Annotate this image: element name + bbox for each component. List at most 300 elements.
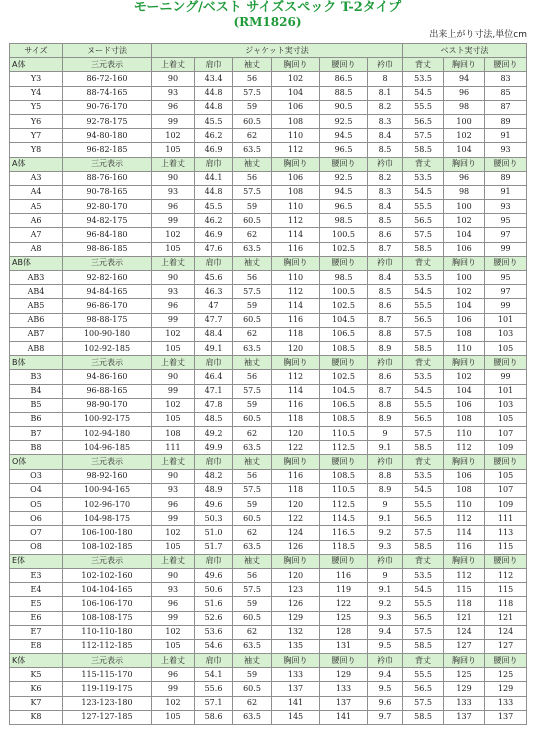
table-cell: 56.5 [403,412,444,426]
table-cell: 55.5 [403,597,444,611]
table-cell: 9 [368,427,403,441]
table-cell: 55.6 [195,682,233,696]
table-cell: 63.5 [233,143,272,157]
table-cell: 96.5 [320,143,368,157]
table-row [10,228,527,242]
table-cell: 96.5 [320,200,368,214]
group-label: A体 [10,58,63,72]
header-jacket: ジャケット実寸法 [152,44,403,58]
table-cell: 57.5 [403,129,444,143]
table-cell: 110-110-180 [63,625,152,639]
col-jacket-5: 衿巾 [368,256,403,270]
col-jacket-0: 上着丈 [152,455,195,469]
table-cell: 110.5 [320,483,368,497]
group-label: K体 [10,654,63,668]
table-cell: O7 [10,526,63,540]
table-row [10,271,527,285]
table-row [10,114,527,128]
table-cell: 116 [272,469,320,483]
table-row [10,100,527,114]
table-cell: 104-104-165 [63,583,152,597]
table-cell: 91 [485,129,527,143]
col-jacket-2: 袖丈 [233,157,272,171]
table-cell: 100 [444,200,485,214]
unit-note: 出来上がり寸法,単位cm [429,30,527,40]
col-jacket-3: 胸回り [272,157,320,171]
table-cell: 109 [485,441,527,455]
table-cell: 96 [152,498,195,512]
table-cell: 9 [368,568,403,582]
col-jacket-2: 袖丈 [233,554,272,568]
table-cell: Y3 [10,72,63,86]
table-cell: 56.5 [403,682,444,696]
table-cell: 87 [485,100,527,114]
col-vest-1: 胸回り [444,58,485,72]
table-cell: 56 [233,568,272,582]
table-cell: 96 [152,200,195,214]
table-cell: 47.7 [195,313,233,327]
table-cell: 125 [485,668,527,682]
table-cell: 95 [485,271,527,285]
table-cell: 56.5 [403,313,444,327]
table-cell: 111 [485,512,527,526]
group-header-row [10,256,527,270]
table-cell: 94-80-180 [63,129,152,143]
table-cell: AB7 [10,327,63,341]
table-cell: 8.8 [368,327,403,341]
table-cell: 63.5 [233,540,272,554]
table-cell: 96-82-185 [63,143,152,157]
table-row [10,427,527,441]
table-cell: E5 [10,597,63,611]
table-cell: 8.4 [368,200,403,214]
table-cell: 145 [272,710,320,724]
table-cell: 99 [485,370,527,384]
table-cell: 96-86-170 [63,299,152,313]
table-cell: 96-84-180 [63,228,152,242]
table-cell: 121 [444,611,485,625]
table-cell: 99 [152,313,195,327]
table-cell: 63.5 [233,341,272,355]
table-cell: 46.2 [195,129,233,143]
table-cell: 8.6 [368,299,403,313]
table-cell: 94-84-165 [63,285,152,299]
table-cell: 102 [152,129,195,143]
table-cell: 102.5 [320,299,368,313]
table-cell: 98-86-185 [63,242,152,256]
table-cell: 60.5 [233,512,272,526]
table-row [10,526,527,540]
table-cell: 102 [444,214,485,228]
table-cell: 54.5 [403,86,444,100]
table-cell: 55.5 [403,668,444,682]
table-cell: 104-96-185 [63,441,152,455]
col-jacket-2: 袖丈 [233,58,272,72]
col-vest-0: 背丈 [403,157,444,171]
col-vest-0: 背丈 [403,455,444,469]
table-cell: 99 [485,299,527,313]
table-cell: 8.3 [368,185,403,199]
col-vest-0: 背丈 [403,58,444,72]
table-cell: 102 [152,398,195,412]
table-row [10,341,527,355]
table-row [10,668,527,682]
table-row [10,143,527,157]
group-label: B体 [10,356,63,370]
table-cell: Y6 [10,114,63,128]
table-row [10,412,527,426]
table-cell: 93 [152,86,195,100]
table-cell: 118 [444,597,485,611]
table-cell: 99 [152,214,195,228]
table-cell: 133 [320,682,368,696]
table-cell: 9.5 [368,682,403,696]
table-cell: 99 [485,242,527,256]
col-jacket-5: 衿巾 [368,654,403,668]
table-cell: 94-82-175 [63,214,152,228]
table-cell: 57.5 [403,327,444,341]
table-cell: 46.9 [195,228,233,242]
group-header-row [10,356,527,370]
table-cell: 49.2 [195,427,233,441]
table-cell: 112 [485,568,527,582]
table-cell: K7 [10,696,63,710]
table-cell: 108.5 [320,412,368,426]
table-cell: 8.2 [368,171,403,185]
table-cell: 88.5 [320,86,368,100]
header-size: サイズ [10,44,63,58]
table-cell: 114 [272,299,320,313]
table-cell: 102 [444,370,485,384]
table-row [10,540,527,554]
table-cell: 8.6 [368,228,403,242]
col-sanngen: 三元表示 [63,654,152,668]
table-cell: K8 [10,710,63,724]
table-cell: 125 [320,611,368,625]
table-cell: 109 [485,498,527,512]
table-cell: 106-106-170 [63,597,152,611]
page-subtitle: (RM1826) [233,15,302,29]
table-cell: 97 [485,285,527,299]
group-label: E体 [10,554,63,568]
table-row [10,639,527,653]
table-cell: 9.1 [368,512,403,526]
col-vest-1: 胸回り [444,256,485,270]
table-header-row [10,44,527,58]
table-cell: 62 [233,228,272,242]
table-cell: 102 [152,526,195,540]
table-cell: 102-102-160 [63,568,152,582]
table-cell: E4 [10,583,63,597]
table-cell: 90 [152,271,195,285]
table-cell: B7 [10,427,63,441]
table-cell: 50.3 [195,512,233,526]
table-cell: 49.6 [195,568,233,582]
table-cell: 56 [233,171,272,185]
table-cell: 44.1 [195,171,233,185]
table-row [10,171,527,185]
table-cell: 107 [485,427,527,441]
table-cell: 89 [485,114,527,128]
table-cell: 95 [485,214,527,228]
table-cell: 91 [485,185,527,199]
table-cell: 9.2 [368,526,403,540]
table-cell: AB6 [10,313,63,327]
table-cell: 58.5 [403,540,444,554]
table-cell: 9.7 [368,710,403,724]
table-cell: 63.5 [233,710,272,724]
table-cell: 116.5 [320,526,368,540]
table-cell: 133 [272,668,320,682]
table-cell: 105 [152,341,195,355]
table-cell: 9.3 [368,540,403,554]
table-row [10,710,527,724]
table-cell: 59 [233,200,272,214]
table-cell: 93 [152,483,195,497]
table-cell: 57.1 [195,696,233,710]
table-cell: 103 [485,327,527,341]
table-cell: 106.5 [320,398,368,412]
table-cell: 57.5 [233,483,272,497]
table-cell: 105 [152,412,195,426]
table-cell: 112 [272,370,320,384]
table-cell: 105 [485,469,527,483]
table-cell: 63.5 [233,441,272,455]
table-cell: 112 [272,214,320,228]
col-jacket-0: 上着丈 [152,356,195,370]
table-cell: 94.5 [320,185,368,199]
table-cell: 102 [152,625,195,639]
table-cell: 116 [272,242,320,256]
table-cell: 126 [272,540,320,554]
table-cell: 9.1 [368,583,403,597]
col-jacket-2: 袖丈 [233,256,272,270]
table-cell: 110 [272,200,320,214]
table-cell: 99 [152,384,195,398]
table-cell: 132 [272,625,320,639]
table-cell: 90 [152,568,195,582]
col-jacket-4: 腰回り [320,256,368,270]
table-cell: 104 [444,384,485,398]
table-cell: 106.5 [320,327,368,341]
table-row [10,86,527,100]
table-cell: 54.6 [195,639,233,653]
col-vest-2: 腰回り [485,654,527,668]
table-cell: 62 [233,625,272,639]
table-cell: 57.5 [233,583,272,597]
col-vest-1: 胸回り [444,157,485,171]
table-cell: 8 [368,72,403,86]
table-cell: 94 [444,72,485,86]
table-cell: 131 [320,639,368,653]
col-jacket-4: 腰回り [320,356,368,370]
table-cell: 54.5 [403,483,444,497]
page-title: モーニング/ベスト サイズスペック T-2タイプ [133,0,402,15]
col-jacket-4: 腰回り [320,654,368,668]
table-cell: 56 [233,469,272,483]
table-cell: 60.5 [233,682,272,696]
table-cell: 58.5 [403,639,444,653]
table-cell: 51.6 [195,597,233,611]
table-cell: 85 [485,86,527,100]
table-cell: 8.8 [368,469,403,483]
table-cell: 110 [444,498,485,512]
table-cell: 8.1 [368,86,403,100]
table-cell: 133 [485,696,527,710]
table-cell: A7 [10,228,63,242]
table-cell: 51.0 [195,526,233,540]
table-cell: 115 [485,583,527,597]
table-cell: 55.5 [403,398,444,412]
table-cell: 54.1 [195,668,233,682]
table-cell: 114 [272,384,320,398]
table-cell: 118 [272,327,320,341]
table-cell: 112 [444,441,485,455]
table-cell: 90 [152,72,195,86]
table-cell: 48.5 [195,412,233,426]
table-cell: 100.5 [320,228,368,242]
table-cell: O8 [10,540,63,554]
table-cell: 141 [320,710,368,724]
table-row [10,285,527,299]
table-cell: A6 [10,214,63,228]
table-cell: 103 [485,398,527,412]
table-cell: 112.5 [320,441,368,455]
table-row [10,469,527,483]
table-cell: 96 [152,597,195,611]
table-cell: 102 [152,696,195,710]
table-cell: 92-82-160 [63,271,152,285]
table-cell: 98.5 [320,271,368,285]
table-cell: 129 [320,668,368,682]
col-jacket-4: 腰回り [320,157,368,171]
table-cell: 55.5 [403,200,444,214]
col-jacket-1: 肩巾 [195,356,233,370]
table-cell: 45.5 [195,200,233,214]
table-cell: 59 [233,100,272,114]
table-cell: 112 [444,568,485,582]
col-jacket-2: 袖丈 [233,654,272,668]
table-cell: 115 [444,583,485,597]
table-cell: 8.7 [368,242,403,256]
table-cell: 47.8 [195,398,233,412]
table-cell: 110 [444,341,485,355]
table-cell: E7 [10,625,63,639]
table-cell: 60.5 [233,114,272,128]
table-cell: 106 [444,313,485,327]
table-cell: 58.5 [403,341,444,355]
table-cell: 90 [152,171,195,185]
table-cell: O3 [10,469,63,483]
table-cell: A5 [10,200,63,214]
table-cell: 8.5 [368,143,403,157]
table-cell: 56.5 [403,114,444,128]
table-cell: 135 [272,639,320,653]
table-cell: 90-78-165 [63,185,152,199]
table-cell: 110 [272,129,320,143]
table-cell: 47 [195,299,233,313]
table-cell: 100-92-175 [63,412,152,426]
table-cell: 100.5 [320,285,368,299]
table-cell: A8 [10,242,63,256]
table-cell: 48.9 [195,483,233,497]
table-cell: 9.1 [368,441,403,455]
table-cell: 108-102-185 [63,540,152,554]
table-cell: B6 [10,412,63,426]
table-cell: 46.4 [195,370,233,384]
table-cell: 124 [272,526,320,540]
table-cell: 8.9 [368,341,403,355]
table-cell: 9.6 [368,696,403,710]
table-cell: 122 [272,441,320,455]
table-cell: 108 [272,114,320,128]
table-cell: 127 [444,639,485,653]
table-cell: 108 [444,412,485,426]
table-cell: 48.2 [195,469,233,483]
table-cell: 102.5 [320,242,368,256]
table-cell: A3 [10,171,63,185]
table-cell: 118 [485,597,527,611]
table-cell: 52.6 [195,611,233,625]
col-sanngen: 三元表示 [63,455,152,469]
table-cell: 60.5 [233,313,272,327]
table-cell: 105 [152,710,195,724]
table-cell: 137 [272,682,320,696]
table-cell: 54.5 [403,285,444,299]
table-cell: 53.5 [403,72,444,86]
table-row [10,398,527,412]
table-row [10,313,527,327]
table-cell: B3 [10,370,63,384]
table-cell: 108-108-175 [63,611,152,625]
table-cell: 54.5 [403,583,444,597]
table-cell: 102 [444,285,485,299]
col-jacket-3: 胸回り [272,455,320,469]
table-cell: 93 [152,583,195,597]
table-cell: 56.5 [403,214,444,228]
table-cell: 50.6 [195,583,233,597]
table-cell: Y7 [10,129,63,143]
table-cell: 98-92-160 [63,469,152,483]
table-cell: 116 [272,398,320,412]
table-cell: 98 [444,100,485,114]
table-cell: 9.4 [368,625,403,639]
table-cell: 56 [233,370,272,384]
col-vest-0: 背丈 [403,554,444,568]
table-cell: 121 [485,611,527,625]
group-label: O体 [10,455,63,469]
table-cell: 100 [444,271,485,285]
table-cell: 83 [485,72,527,86]
col-jacket-5: 衿巾 [368,455,403,469]
table-cell: 112 [272,143,320,157]
table-cell: O4 [10,483,63,497]
table-cell: 120 [272,568,320,582]
col-jacket-0: 上着丈 [152,157,195,171]
table-cell: 124 [485,625,527,639]
table-cell: Y8 [10,143,63,157]
table-cell: 8.6 [368,370,403,384]
table-cell: 49.1 [195,341,233,355]
table-cell: 46.9 [195,143,233,157]
table-cell: AB5 [10,299,63,313]
table-cell: 57.5 [233,86,272,100]
size-spec-table [9,43,527,725]
table-cell: 133 [444,696,485,710]
table-cell: 106 [444,398,485,412]
table-cell: 112-112-185 [63,639,152,653]
table-cell: 58.6 [195,710,233,724]
